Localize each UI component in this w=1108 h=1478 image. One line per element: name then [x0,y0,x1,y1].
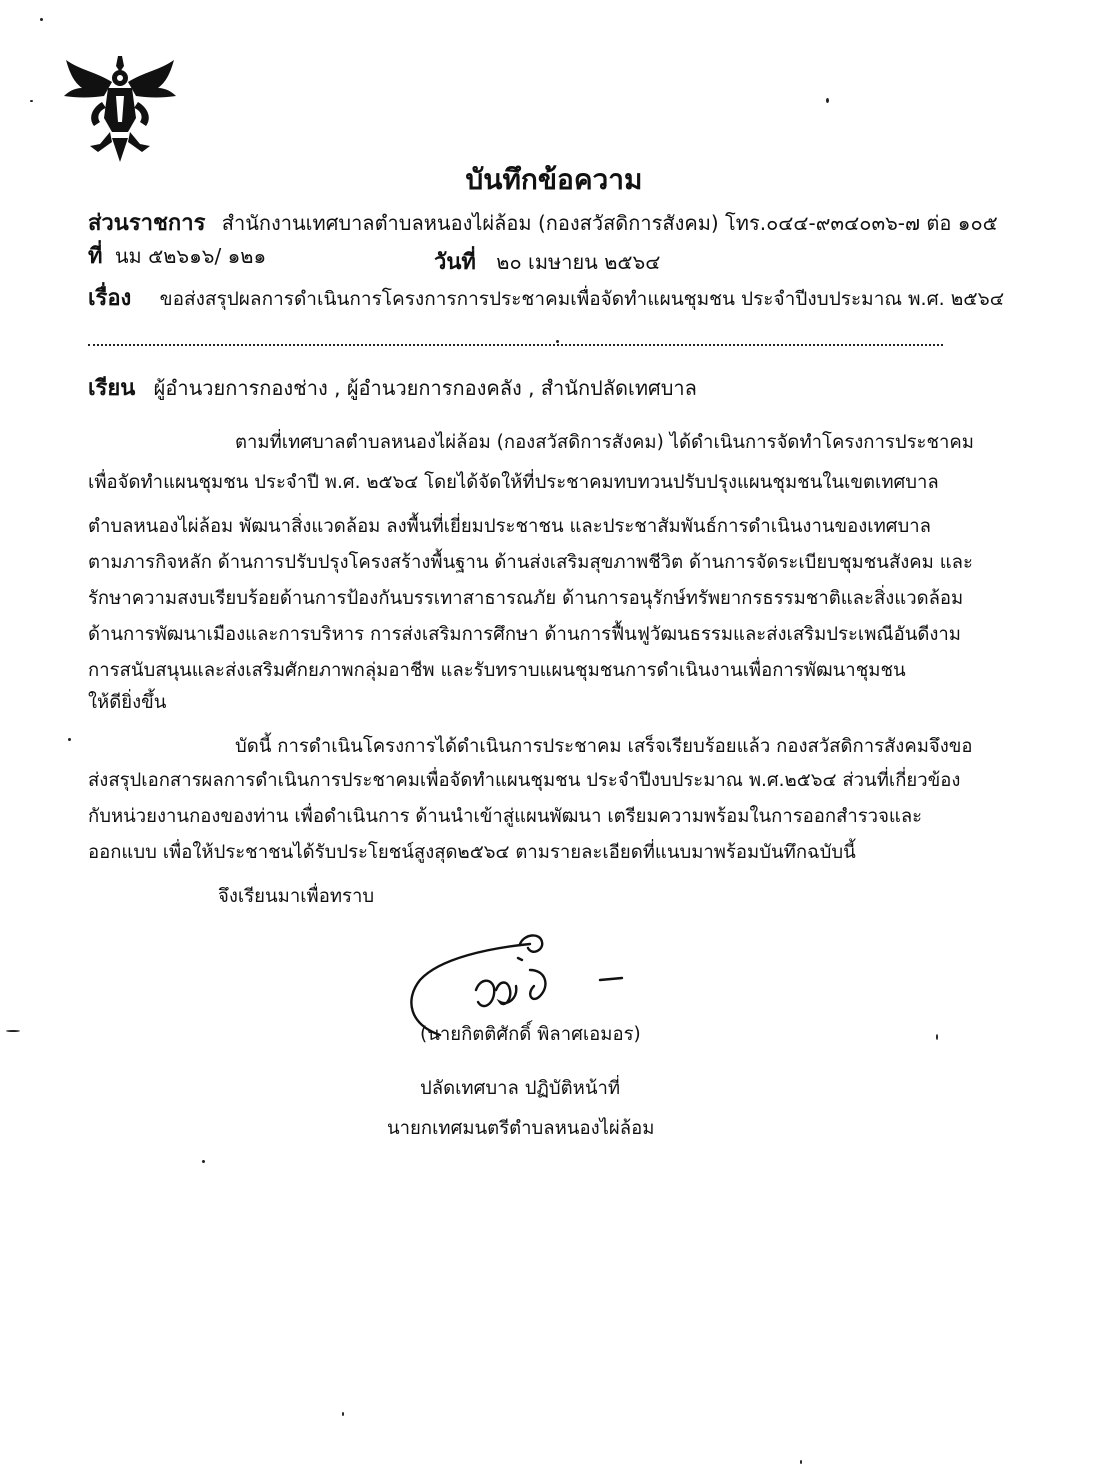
agency-row [88,205,998,240]
reference-value: นม ๕๒๖๑๖/ ๑๒๑ [114,244,267,268]
scan-speck [30,100,33,102]
addressee-row [88,370,697,405]
para2-line: กับหน่วยงานกองของท่าน เพื่อดำเนินการ ด้านนำเข้าสู่แผนพัฒนา เตรียมความพร้อมในการออกสำรวจและ [88,806,923,827]
memo-title: บันทึกข้อความ [465,163,643,196]
scan-speck [342,1412,344,1416]
subject-value: ขอส่งสรุปผลการดำเนินการโครงการการประชาคมเพื่อจัดทำแผนชุมชน ประจำปีงบประมาณ พ.ศ. ๒๕๖๔ [159,288,1005,310]
para1-line: รักษาความสงบเรียบร้อยด้านการป้องกันบรรเทาสาธารณภัย ด้านการอนุรักษ์ทรัพยากรธรรมชาติและสิ่งแวดล้อม [88,588,964,609]
date-label: วันที่ [434,250,476,275]
signatory-name: (นายกิตติศักดิ์ พิลาศเอมอร) [420,1024,641,1045]
para1-line: ตำบลหนองไผ่ล้อม พัฒนาสิ่งแวดล้อม ลงพื้นที่เยี่ยมประชาชน และประชาสัมพันธ์การดำเนินงานของเทศบาล [88,516,932,537]
agency-label: ส่วนราชการ [88,211,206,236]
scan-speck [936,1034,938,1040]
signatory-title: นายกเทศมนตรีตำบลหนองไผ่ล้อม [387,1118,655,1139]
scan-speck [68,738,71,741]
para1-line: ตามภารกิจหลัก ด้านการปรับปรุงโครงสร้างพื้นฐาน ด้านส่งเสริมสุขภาพชีวิต ด้านการจัดระเบียบชุมชนสังคม และ [88,552,973,573]
reference-row [88,238,266,273]
addressee-value: ผู้อำนวยการกองช่าง , ผู้อำนวยการกองคลัง , สำนักปลัดเทศบาล [153,376,697,400]
closing-line: จึงเรียนมาเพื่อทราบ [218,886,375,907]
scan-speck [40,18,43,21]
reference-label: ที่ [88,244,103,269]
para1-line: การสนับสนุนและส่งเสริมศักยภาพกลุ่มอาชีพ และรับทราบแผนชุมชนการดำเนินงานเพื่อการพัฒนาชุมชน [88,660,906,681]
para1-line: เพื่อจัดทำแผนชุมชน ประจำปี พ.ศ. ๒๕๖๔ โดยได้จัดให้ที่ประชาคมทบทวนปรับปรุงแผนชุมชนในเขตเทศบาล [88,472,939,493]
subject-label: เรื่อง [88,286,132,311]
signatory-position: ปลัดเทศบาล ปฏิบัติหน้าที่ [420,1078,621,1099]
subject-row [88,280,1004,315]
addressee-label: เรียน [88,376,136,401]
para2-line: บัดนี้ การดำเนินโครงการได้ดำเนินการประชาคม เสร็จเรียบร้อยแล้ว กองสวัสดิการสังคมจึงขอ [235,736,973,757]
garuda-emblem-icon [60,52,180,164]
date-value: ๒๐ เมษายน ๒๕๖๔ [496,250,661,274]
scan-speck [202,1160,205,1163]
date-row [434,244,660,279]
scan-speck [6,1030,20,1032]
scan-speck [826,98,829,103]
dotted-separator [88,342,943,346]
para1-line: ให้ดียิ่งขึ้น [88,692,167,713]
agency-value: สำนักงานเทศบาลตำบลหนองไผ่ล้อม (กองสวัสดิการสังคม) โทร.๐๔๔-๙๓๔๐๓๖-๗ ต่อ ๑๐๕ [221,211,998,235]
para1-line: ตามที่เทศบาลตำบลหนองไผ่ล้อม (กองสวัสดิการสังคม) ได้ดำเนินการจัดทำโครงการประชาคม [235,432,974,453]
scan-speck [800,1460,802,1464]
para2-line: ส่งสรุปเอกสารผลการดำเนินการประชาคมเพื่อจัดทำแผนชุมชน ประจำปีงบประมาณ พ.ศ.๒๕๖๔ ส่วนที่เกี่ยวข้อง [88,770,961,791]
para2-line: ออกแบบ เพื่อให้ประชาชนได้รับประโยชน์สูงสุด๒๕๖๔ ตามรายละเอียดที่แนบมาพร้อมบันทึกฉบับนี้ [88,842,856,863]
para1-line: ด้านการพัฒนาเมืองและการบริหาร การส่งเสริมการศึกษา ด้านการฟื้นฟูวัฒนธรรมและส่งเสริมประเพณีอันดีงาม [88,624,961,645]
scan-speck [556,340,559,343]
